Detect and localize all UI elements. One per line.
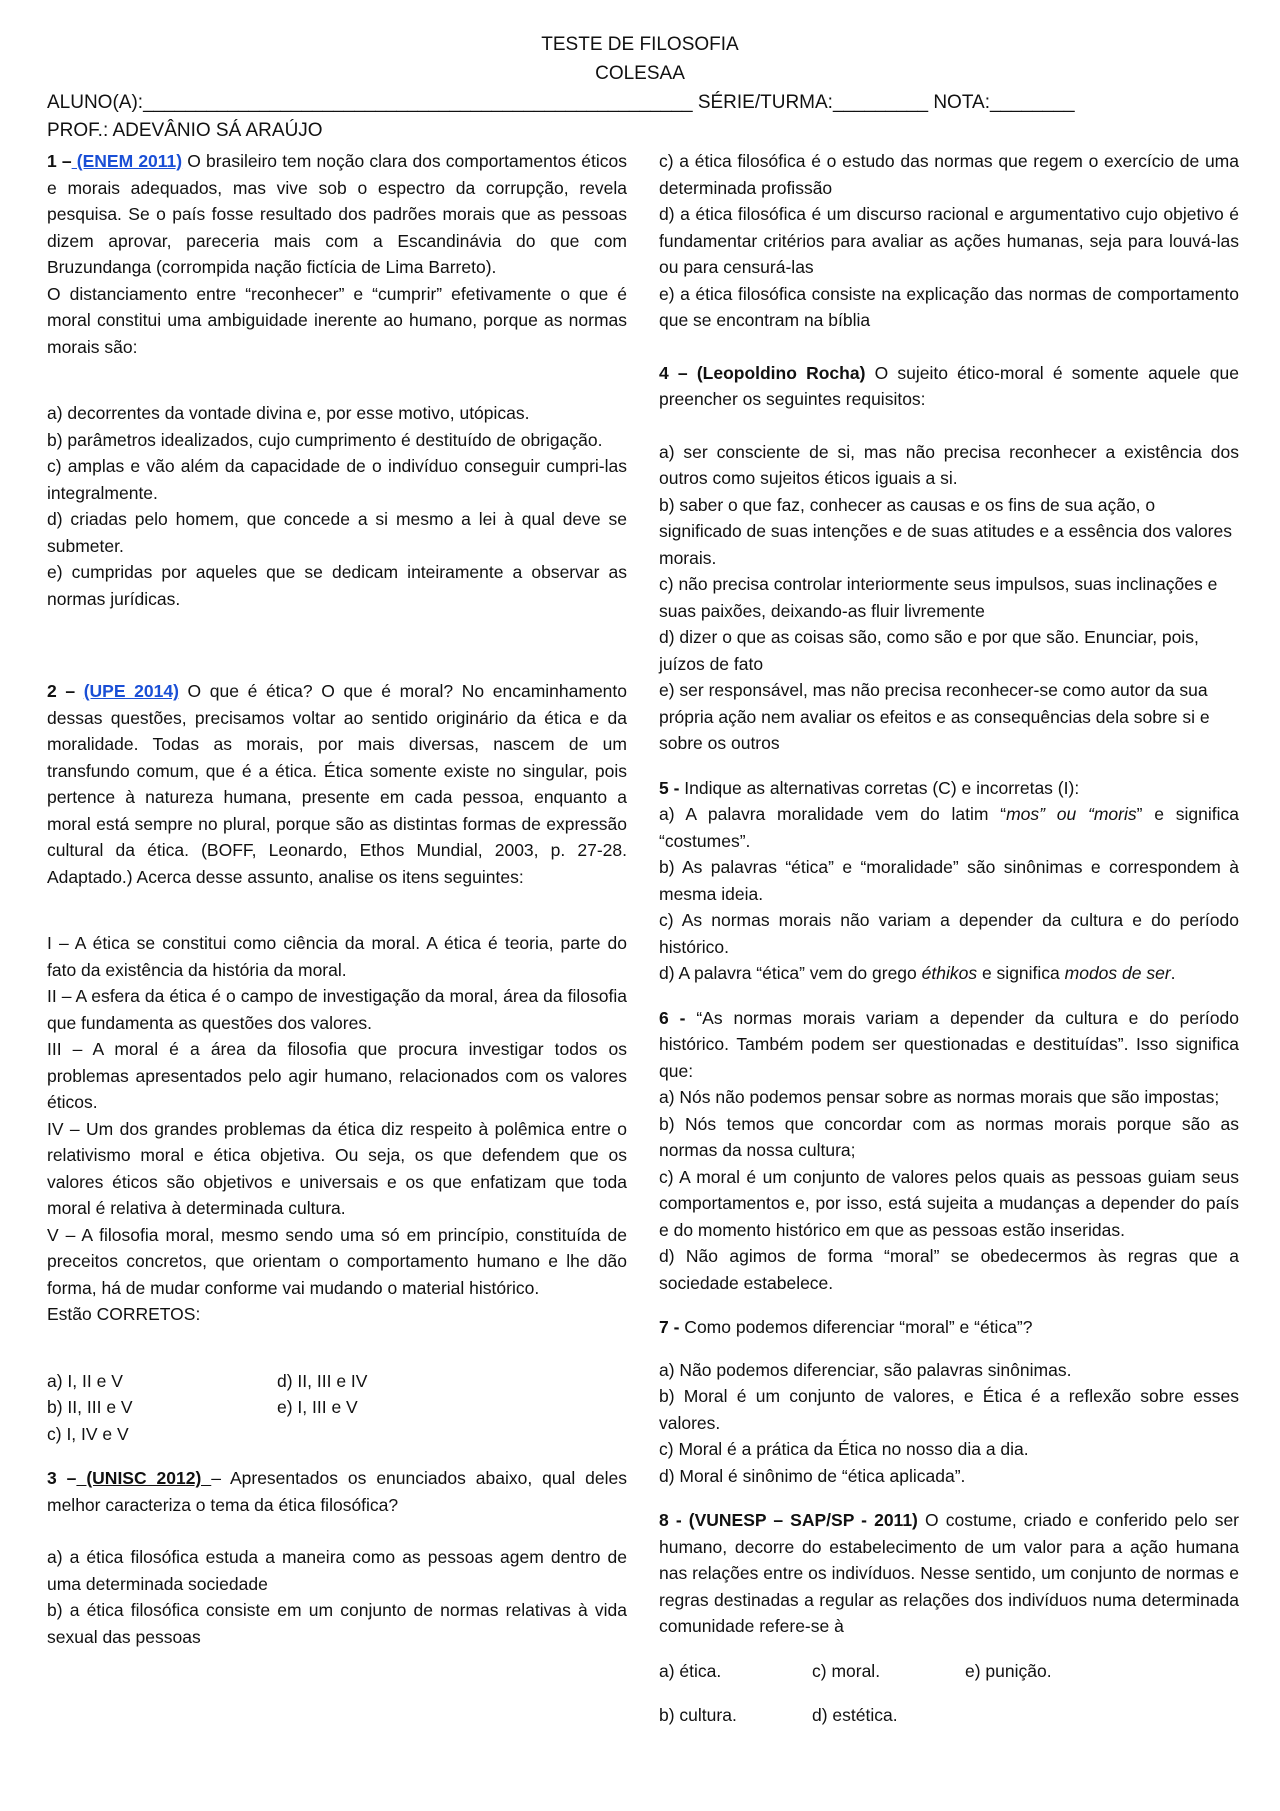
option-e: e) a ética filosófica consiste na explicação das normas de comportamento que se encontram na bíblia [659, 283, 1239, 330]
option-d: d) Moral é sinônimo de “ética aplicada”. [659, 1465, 966, 1486]
item-ii: II – A esfera da ética é o campo de investigação da moral, área da filosofia que fundamenta as questões dos valores. [47, 986, 627, 1033]
option-a: a) ser consciente de si, mas não precisa reconhecer a existência dos outros como sujeitos éticos iguais a si. [659, 441, 1239, 488]
option-b: b) saber o que faz, conhecer as causas e os fins de sua ação, o significado de suas intenções e de suas atitudes e a essência dos valores morais. [659, 494, 1232, 568]
question-number: 5 - [659, 777, 680, 798]
question-2-stem: 2 – (UPE 2014) O que é ética? O que é moral? No encaminhamento dessas questões, precisamos voltar ao sentido originário da ética e da moralidade. Todas as morais, por mais diversas, nascem de um transfundo comum, que é a ética. Ética somente existe no singular, pois pertence à natureza humana, presente em cada pessoa, enquanto a moral está sempre no plural, porque são as distintas formas de expressão cultural da ética. (BOFF, Leonardo, Ethos Mundial, 2003, p. 27-28. Adaptado.) Acerca desse assunto, analise os itens seguintes: [47, 681, 628, 887]
option-b: b) parâmetros idealizados, cujo cumprimento é destituído de obrigação. [47, 429, 603, 450]
question-2-options [47, 1368, 627, 1448]
option-e: e) cumpridas por aqueles que se dedicam inteiramente a observar as normas jurídicas. [47, 562, 627, 609]
option-e: e) ser responsável, mas não precisa reconhecer-se como autor da sua própria ação nem avaliar os efeitos e as consequências dela sobre si e sobre os outros [659, 680, 1210, 753]
option-c: c) Moral é a prática da Ética no nosso dia a dia. [659, 1439, 1029, 1459]
left-column [47, 148, 627, 1650]
question-8-options-row-1 [659, 1658, 1239, 1685]
option-c: c) As normas morais não variam a depender da cultura e do período histórico. [659, 910, 1239, 957]
option-b: b) cultura. [659, 1705, 737, 1725]
question-4-stem: 4 – (Leopoldino Rocha) O sujeito ético-moral é somente aquele que preencher os seguintes requisitos: [659, 362, 1239, 409]
exam-title: TESTE DE FILOSOFIA [541, 34, 739, 55]
option-c: c) I, IV e V [47, 1423, 129, 1444]
question-1-stem: 1 – (ENEM 2011) O brasileiro tem noção clara dos comportamentos éticos e morais adequados, mas vive sob o espectro da corrupção, revela pesquisa. Se o país fosse resultado dos padrões morais que as pessoas dizem aprovar, pareceria mais com a Escandinávia do que com Bruzundanga (corrompida nação fictícia de Lima Barreto). [47, 151, 628, 277]
item-iv: IV – Um dos grandes problemas da ética diz respeito à polêmica entre o relativismo moral e ética objetiva. Ou seja, os que defendem que os valores éticos são objetivos e universais e os que enfatizam que toda moral é relativa à determinada cultura. [47, 1118, 627, 1218]
option-d: d) A palavra “ética” vem do grego éthikos e significa modos de ser. [659, 963, 1176, 983]
question-7-stem: 7 - Como podemos diferenciar “moral” e “ética”? [659, 1317, 1033, 1337]
option-d: d) estética. [812, 1705, 898, 1725]
question-source: (UNISC 2012) [76, 1468, 212, 1488]
question-number: 3 – [47, 1468, 77, 1488]
question-source: (ENEM 2011) [71, 151, 183, 171]
question-8-options-row-2 [659, 1702, 1239, 1729]
question-6-stem: 6 - “As normas morais variam a depender da cultura e do período histórico. Também podem ser questionadas e destituídas”. Isso significa que: [659, 1007, 1239, 1081]
option-b: b) Moral é um conjunto de valores, e Ética é a reflexão sobre esses valores. [659, 1386, 1239, 1433]
item-v: V – A filosofia moral, mesmo sendo uma só em princípio, constituída de preceitos concretos, que orientam o comportamento humano e lhe dão forma, há de mudar conforme vai mudando o material histórico. [47, 1224, 627, 1298]
option-c: c) A moral é um conjunto de valores pelos quais as pessoas guiam seus comportamentos e, por isso, está sujeita a mudanças a depender do país e do momento histórico em que as pessoas estão inseridas. [659, 1166, 1239, 1240]
option-b: b) As palavras “ética” e “moralidade” são sinônimas e correspondem à mesma ideia. [659, 857, 1239, 904]
item-i: I – A ética se constitui como ciência da moral. A ética é teoria, parte do fato da existência da história da moral. [47, 933, 627, 980]
option-d: d) II, III e IV [277, 1370, 368, 1391]
option-a: a) I, II e V [47, 1370, 123, 1391]
right-column [659, 148, 1239, 1729]
teacher-line: PROF.: ADEVÂNIO SÁ ARAÚJO [47, 120, 323, 141]
option-a: a) A palavra moralidade vem do latim “mos” ou “moris” e significa “costumes”. [659, 804, 1239, 851]
question-number: 1 – [47, 151, 72, 171]
option-c: c) amplas e vão além da capacidade de o indivíduo conseguir cumpri-las integralmente. [47, 456, 627, 503]
option-a: a) Não podemos diferenciar, são palavras sinônimas. [659, 1359, 1072, 1380]
option-d: d) Não agimos de forma “moral” se obedecermos às regras que a sociedade estabelece. [659, 1246, 1239, 1293]
option-e: e) punição. [965, 1660, 1052, 1681]
question-5-stem: 5 - Indique as alternativas corretas (C) e incorretas (I): [659, 777, 1080, 798]
question-2-ask: Estão CORRETOS: [47, 1304, 201, 1324]
option-d: d) criadas pelo homem, que concede a si mesmo a lei à qual deve se submeter. [47, 509, 627, 556]
option-d: d) a ética filosófica é um discurso racional e argumentativo cujo objetivo é fundamentar critérios para avaliar as ações humanas, seja para louvá-las ou para censurá-las [659, 204, 1239, 277]
option-c: c) a ética filosófica é o estudo das normas que regem o exercício de uma determinada profissão [659, 151, 1239, 198]
question-number: 7 - [659, 1317, 680, 1337]
question-8-stem: 8 - (VUNESP – SAP/SP - 2011) O costume, criado e conferido pelo ser humano, decorre do estabelecimento de um valor para a ação humana nas relações entre os indivíduos. Nesse sentido, um conjunto de normas e regras destinadas a regular as relações dos indivíduos numa determinada comunidade refere-se à [659, 1510, 1240, 1636]
question-source: (UPE 2014) [83, 681, 179, 701]
option-c: c) moral. [812, 1660, 881, 1681]
option-b: b) Nós temos que concordar com as normas morais porque são as normas da nossa cultura; [659, 1113, 1239, 1160]
question-number: 6 - [659, 1007, 686, 1028]
option-a: a) decorrentes da vontade divina e, por esse motivo, utópicas. [47, 403, 530, 423]
option-c: c) não precisa controlar interiormente seus impulsos, suas inclinações e suas paixões, deixando-as fluir livremente [659, 574, 1218, 621]
option-a: a) Nós não podemos pensar sobre as normas morais que são impostas; [659, 1087, 1220, 1107]
option-e: e) I, III e V [277, 1397, 358, 1417]
question-number: 4 – (Leopoldino Rocha) [659, 362, 866, 383]
option-d: d) dizer o que as coisas são, como são e por que são. Enunciar, pois, juízos de fato [659, 627, 1199, 674]
student-line: ALUNO(A):____________________________________________________ SÉRIE/TURMA:_________ NOTA:________ [47, 92, 1075, 113]
question-number: 8 - (VUNESP – SAP/SP - 2011) [659, 1510, 918, 1530]
question-number: 2 – [47, 681, 76, 701]
school-name: COLESAA [595, 63, 685, 84]
question-1-stem-2: O distanciamento entre “reconhecer” e “cumprir” efetivamente o que é moral constitui uma ambiguidade inerente ao humano, porque as normas morais são: [47, 283, 627, 357]
question-3-stem: 3 – (UNISC 2012) – Apresentados os enunciados abaixo, qual deles melhor caracteriza o tema da ética filosófica? [47, 1468, 627, 1515]
option-a: a) ética. [659, 1660, 722, 1681]
option-b: b) II, III e V [47, 1397, 133, 1417]
option-a: a) a ética filosófica estuda a maneira como as pessoas agem dentro de uma determinada sociedade [47, 1547, 627, 1594]
item-iii: III – A moral é a área da filosofia que procura investigar todos os problemas apresentados pelo agir humano, relacionados com os valores éticos. [47, 1039, 627, 1112]
option-b: b) a ética filosófica consiste em um conjunto de normas relativas à vida sexual das pessoas [47, 1600, 627, 1647]
